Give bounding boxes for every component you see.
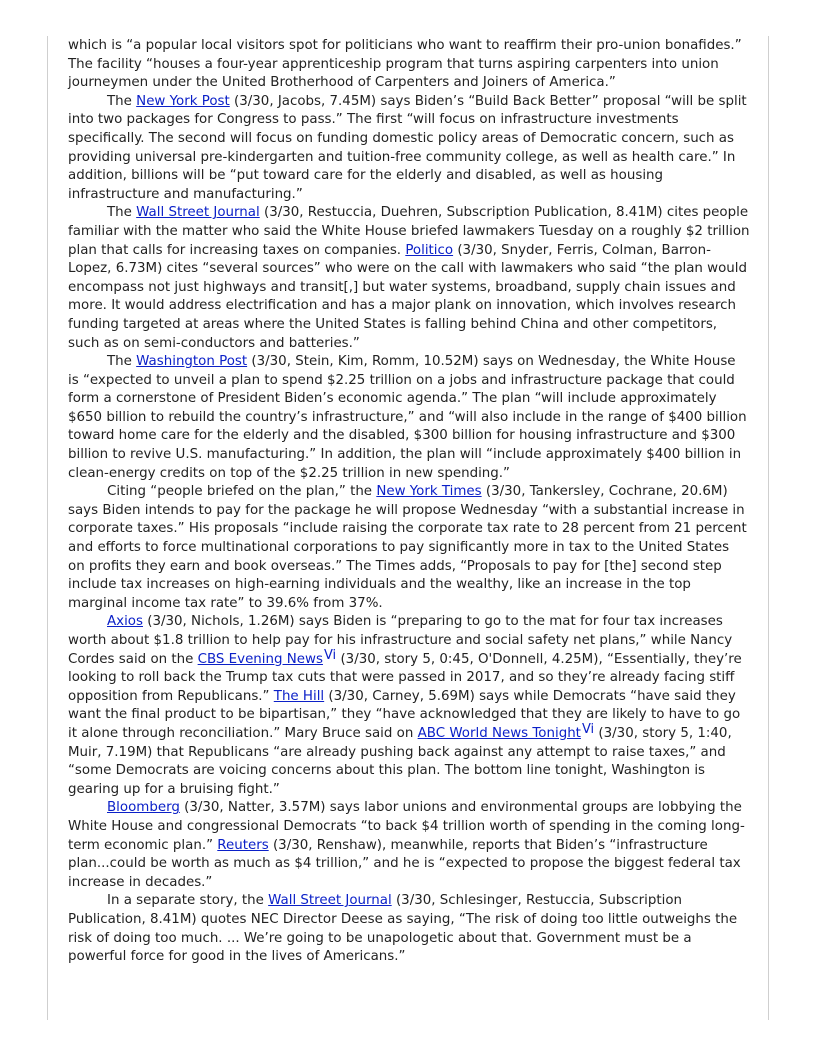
new-york-post-link[interactable]: New York Post	[136, 93, 230, 109]
the-hill-link[interactable]: The Hill	[273, 688, 325, 704]
text-run: (3/30, Snyder, Ferris, Colman, Barron-Lopez, 6.73M) cites “several sources” who were on the call with lawmakers who said “the plan would encompass not just highways and transit[,] but water systems, broadband, supply chain issues and more. It would address electrification and has a major plank on innovation, which involves research funding targeted at areas where the United States is falling behind China and other competitors, such as on semi-conductors and batteries.”	[68, 242, 747, 351]
wall-street-journal-link[interactable]: Wall Street Journal	[136, 205, 260, 221]
paragraph-4	[68, 483, 750, 613]
text-run: (3/30, story 5, 1:40, Muir, 7.19M) that Republicans “are already pushing back against any attempt to raise taxes,” and “some Democrats are voicing concerns about this plan. The bottom line tonight, Washington is gearing up for a bruising fight.”	[68, 725, 732, 797]
left-margin-rule	[47, 36, 48, 1020]
paragraph-7	[68, 892, 750, 966]
paragraph-5	[68, 613, 750, 799]
paragraph-0	[68, 37, 750, 93]
text-run: The	[107, 205, 137, 221]
text-run: (3/30, Natter, 3.57M) says labor unions and environmental groups are lobbying the White House and congressional Democrats “to back $4 trillion worth of spending in the coming long-term economic plan.”	[68, 800, 745, 853]
right-margin-rule	[768, 36, 769, 1020]
axios-link[interactable]: Axios	[107, 614, 143, 630]
paragraph-2	[68, 204, 750, 353]
text-run: (3/30, story 5, 0:45, O'Donnell, 4.25M), “Essentially, they’re looking to roll back the Trump tax cuts that were passed in 2017, and so they’re already facing stiff opposition from Republicans.”	[68, 651, 742, 704]
text-run: Citing “people briefed on the plan,” the	[107, 484, 377, 500]
new-york-times-link[interactable]: New York Times	[376, 484, 482, 500]
abc-video-icon[interactable]: Vi	[581, 721, 595, 737]
text-run: (3/30, Jacobs, 7.45M) says Biden’s “Build Back Better” proposal “will be split into two packages for Congress to pass.” The first “will focus on infrastructure investments specifically. The second will focus on funding domestic policy areas of Democratic concern, such as providing universal pre-kindergarten and tuition-free community college, as well as health care.” In addition, billions will be “put toward care for the elderly and disabled, as well as housing infrastructure and manufacturing.”	[68, 93, 747, 202]
text-run: which is “a popular local visitors spot for politicians who want to reaffirm their pro-union bonafides.” The facility “houses a four-year apprenticeship program that turns aspiring carpenters into union journeymen under the United Brotherhood of Carpenters and Joiners of America.”	[68, 38, 742, 91]
text-run: (3/30, Carney, 5.69M) says while Democrats “have said they want the final product to be bipartisan,” they “have acknowledged that they are likely to have to go it alone through reconciliation.” Mary Bruce said on	[68, 688, 741, 741]
cbs-evening-news-link[interactable]: CBS Evening News	[197, 651, 323, 667]
article-body	[68, 37, 750, 967]
abc-world-news-tonight-link[interactable]: ABC World News Tonight	[417, 725, 581, 741]
bloomberg-link[interactable]: Bloomberg	[107, 800, 180, 816]
text-run: (3/30, Stein, Kim, Romm, 10.52M) says on Wednesday, the White House is “expected to unveil a plan to spend $2.25 trillion on a jobs and infrastructure package that could form a cornerstone of President Biden’s economic agenda.” The plan “will include approximately $650 billion to rebuild the country’s infrastructure,” and “will also include in the range of $400 billion toward home care for the elderly and the disabled, $300 billion for housing infrastructure and $300 billion to revive U.S. manufacturing.” In addition, the plan will “include approximately $400 billion in clean-energy credits on top of the $2.25 trillion in new spending.”	[68, 354, 747, 481]
wall-street-journal-link-2[interactable]: Wall Street Journal	[268, 893, 392, 909]
paragraph-1	[68, 93, 750, 205]
paragraph-3	[68, 353, 750, 483]
text-run: (3/30, Restuccia, Duehren, Subscription Publication, 8.41M) cites people familiar with the matter who said the White House briefed lawmakers Tuesday on a roughly $2 trillion plan that calls for increasing taxes on companies.	[68, 205, 750, 258]
text-run: In a separate story, the	[107, 893, 269, 909]
text-run: The	[107, 354, 137, 370]
text-run: The	[107, 93, 137, 109]
cbs-video-icon[interactable]: Vi	[323, 647, 337, 663]
text-run: (3/30, Renshaw), meanwhile, reports that Biden’s “infrastructure plan...could be worth as much as $4 trillion,” and he is “expected to propose the biggest federal tax increase in decades.”	[68, 837, 741, 890]
paragraph-6	[68, 799, 750, 892]
text-run: (3/30, Tankersley, Cochrane, 20.6M) says Biden intends to pay for the package he will propose Wednesday “with a substantial increase in corporate taxes.” His proposals “include raising the corporate tax rate to 28 percent from 21 percent and efforts to force multinational corporations to pay significantly more in tax to the United States on profits they earn and book overseas.” The Times adds, “Proposals to pay for [the] second step include tax increases on high-earning individuals and the wealthy, like an increase in the top marginal income tax rate” to 39.6% from 37%.	[68, 484, 747, 611]
politico-link[interactable]: Politico	[405, 242, 454, 258]
reuters-link[interactable]: Reuters	[217, 837, 269, 853]
washington-post-link[interactable]: Washington Post	[136, 354, 248, 370]
text-run: (3/30, Schlesinger, Restuccia, Subscription Publication, 8.41M) quotes NEC Director Deese as saying, “The risk of doing too little outweighs the risk of doing too much. ... We’re going to be unapologetic about that. Government must be a powerful force for good in the lives of Americans.”	[68, 893, 738, 965]
text-run: (3/30, Nichols, 1.26M) says Biden is “preparing to go to the mat for four tax increases worth about $1.8 trillion to help pay for his infrastructure and social safety net plans,” while Nancy Cordes said on the	[68, 614, 733, 667]
